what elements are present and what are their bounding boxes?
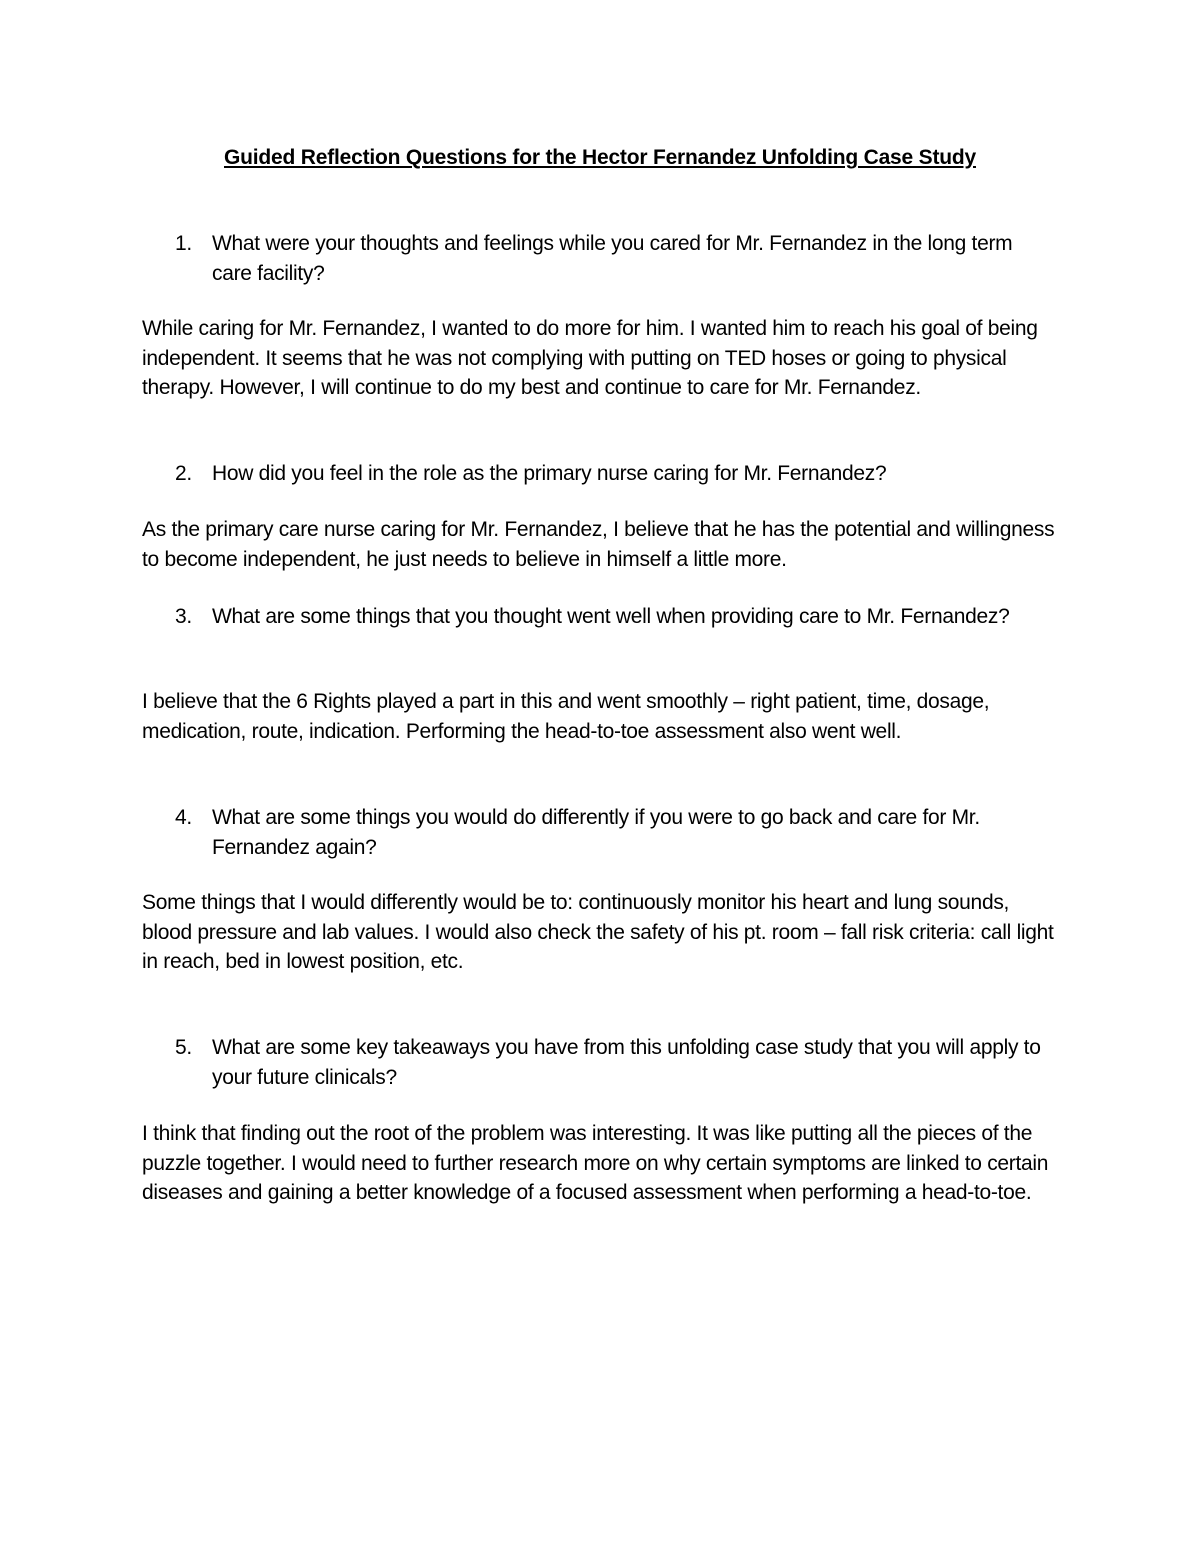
question-text: What are some things that you thought went well when providing care to Mr. Fernandez? — [212, 605, 1010, 628]
question-number: 2. — [175, 462, 192, 485]
question-number: 5. — [175, 1036, 192, 1059]
question-text: How did you feel in the role as the primary nurse caring for Mr. Fernandez? — [212, 462, 887, 485]
question-2 — [175, 459, 1055, 489]
answer-4: Some things that I would differently would be to: continuously monitor his heart and lung sounds, blood pressure and lab values. I would also check the safety of his pt. room – fall risk criteria: call light in reach, bed in lowest position, etc. — [142, 891, 1054, 973]
question-3 — [175, 602, 1055, 632]
question-4 — [175, 803, 1055, 862]
answer-5: I think that finding out the root of the problem was interesting. It was like putting all the pieces of the puzzle together. I would need to further research more on why certain symptoms are linked to certain diseases and gaining a better knowledge of a focused assessment when performing a head-to-toe. — [142, 1122, 1049, 1204]
question-5 — [175, 1033, 1055, 1092]
answer-1: While caring for Mr. Fernandez, I wanted to do more for him. I wanted him to reach his goal of being independent. It seems that he was not complying with putting on TED hoses or going to physical therapy. However, I will continue to do my best and continue to care for Mr. Fernandez. — [142, 317, 1038, 399]
question-1 — [175, 229, 1055, 288]
question-text: What are some things you would do differently if you were to go back and care for Mr. Fernandez again? — [212, 806, 980, 859]
question-number: 1. — [175, 232, 192, 255]
answer-2: As the primary care nurse caring for Mr. Fernandez, I believe that he has the potential and willingness to become independent, he just needs to believe in himself a little more. — [142, 518, 1055, 571]
question-text: What were your thoughts and feelings while you cared for Mr. Fernandez in the long term care facility? — [212, 232, 1013, 285]
answer-3: I believe that the 6 Rights played a part in this and went smoothly – right patient, time, dosage, medication, route, indication. Performing the head-to-toe assessment also went well. — [142, 690, 990, 743]
question-text: What are some key takeaways you have from this unfolding case study that you will apply to your future clinicals? — [212, 1036, 1041, 1089]
question-number: 4. — [175, 806, 192, 829]
document-title: Guided Reflection Questions for the Hector Fernandez Unfolding Case Study — [224, 146, 976, 169]
question-number: 3. — [175, 605, 192, 628]
